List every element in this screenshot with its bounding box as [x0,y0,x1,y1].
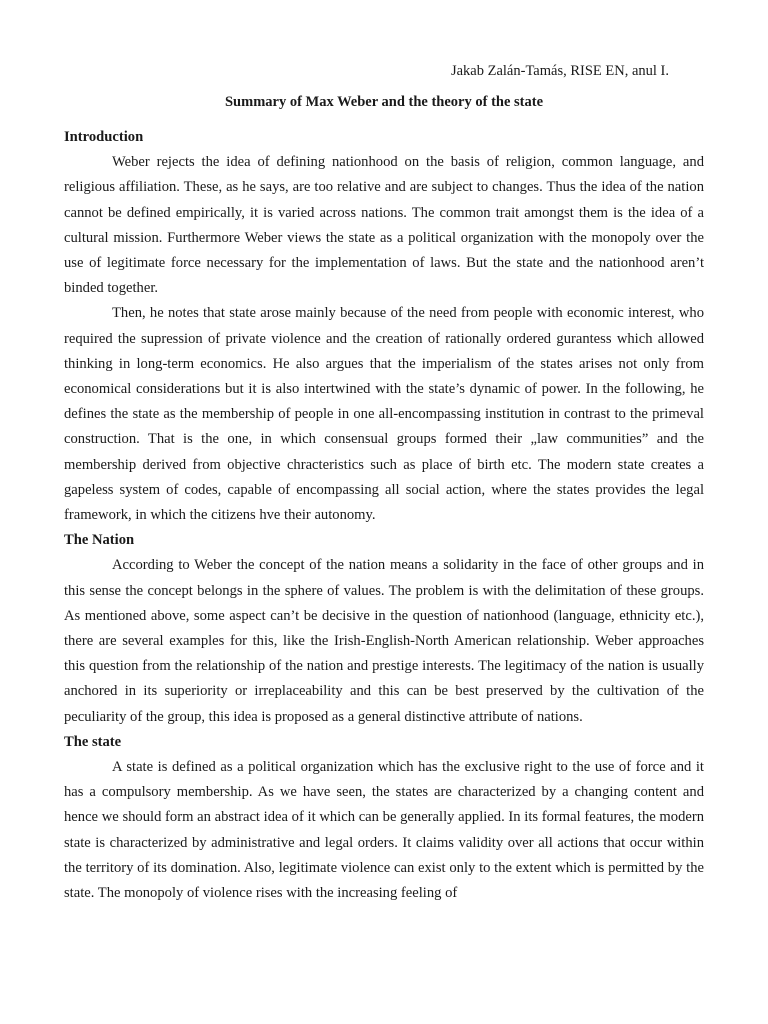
document-title: Summary of Max Weber and the theory of the state [224,94,544,110]
paragraph: According to Weber the concept of the nation means a solidarity in the face of other groups and in this sense the concept belongs in the sphere of values. The problem is with the delimitation of these groups. As mentioned above, some aspect can’t be decisive in the question of nationhood (language, ethnicity etc.), there are several examples for this, like the Irish-English-North American relationship. Weber approaches this question from the relationship of the nation and prestige interests. The legitimacy of the nation is usually anchored in its superiority or irreplaceability and this can be best preserved by the cultivation of the peculiarity of the group, this idea is proposed as a general distinctive attribute of nations. [64,557,704,725]
author-line: Jakab Zalán-Tamás, RISE EN, anul I. [450,63,669,79]
section-heading-the-state: The state [64,733,122,750]
section-heading-the-nation: The Nation [64,532,135,549]
document-body [64,125,704,906]
section-heading-introduction: Introduction [64,129,144,145]
section-the-state [64,730,704,906]
paragraph: Then, he notes that state arose mainly because of the need from people with economic interest, who required the supression of private violence and the creation of rationally ordered gurantess which allowed thinking in long-term economics. He also argues that the imperialism of the states arises not only from economical considerations but it is also intertwined with the state’s dynamic of power. In the following, he defines the state as the membership of people in one all-encompassing institution in contrast to the primeval construction. That is the one, in which consensual groups formed their „law communities” and the membership derived from objective chracteristics such as place of birth etc. The modern state creates a gapeless system of codes, capable of encompassing all social action, where the states provides the legal framework, in which the citizens hve their autonomy. [64,305,704,524]
paragraph: A state is defined as a political organization which has the exclusive right to the use of force and it has a compulsory membership. As we have seen, the states are characterized by a changing content and hence we should form an abstract idea of it which can be generally applied. In its formal features, the modern state is characterized by administrative and legal orders. It claims validity over all actions that occur within the territory of its domination. Also, legitimate violence can exist only to the extent which is permitted by the state. The monopoly of violence rises with the increasing feeling of [64,759,704,902]
section-the-nation [64,528,704,730]
paragraph: Weber rejects the idea of defining nationhood on the basis of religion, common language, and religious affiliation. These, as he says, are too relative and are subject to changes. Thus the idea of the nation cannot be defined empirically, it is varied across nations. The common trait amongst them is the idea of a cultural mission. Furthermore Weber views the state as a political organization with the monopoly over the use of legitimate force necessary for the implementation of laws. But the state and the nationhood aren’t binded together. [64,154,704,297]
section-introduction [64,125,704,528]
